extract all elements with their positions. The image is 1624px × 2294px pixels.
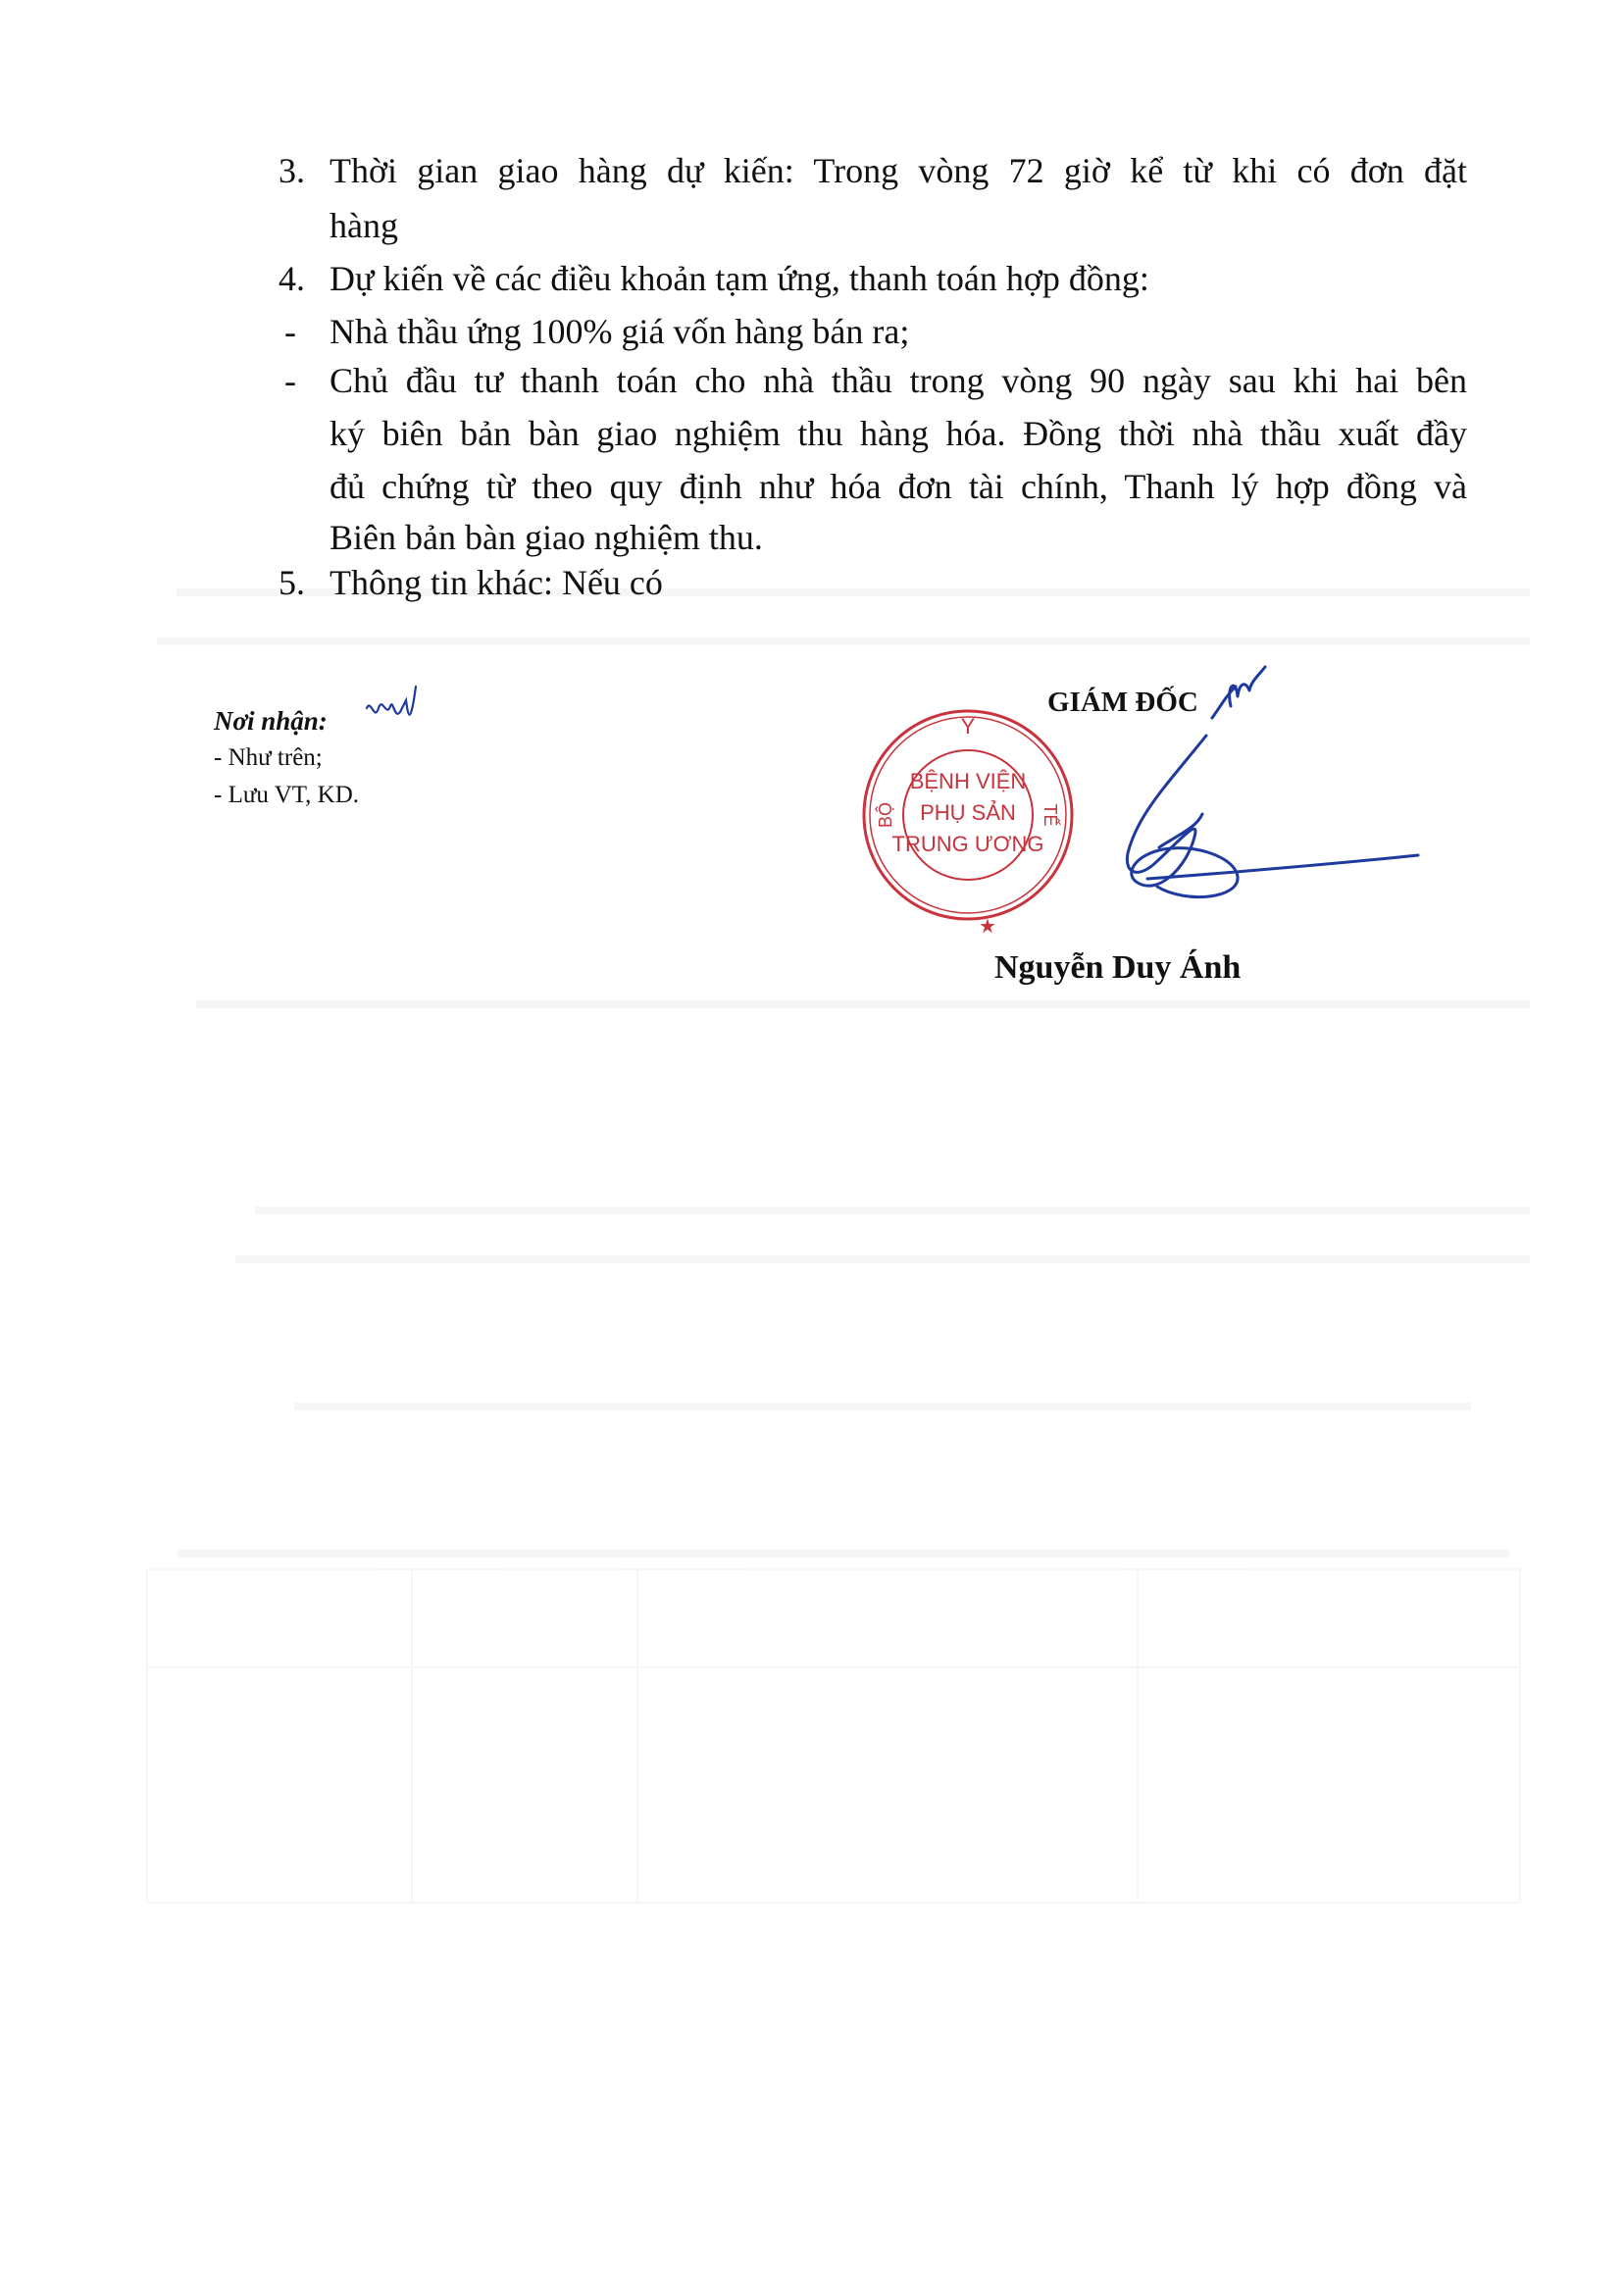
stamp-right-letters: TẾ [1040,803,1060,827]
item-number: 5. [279,563,305,602]
stamp-star-icon: ★ [979,916,996,938]
official-stamp [855,663,1081,967]
item-line: hàng [330,206,398,245]
stamp-line-1: BỆNH VIỆN [909,769,1027,793]
item-line: đủ chứng từ theo quy định như hóa đơn tài chính, Thanh lý hợp đồng và [330,467,1467,506]
item-number: 4. [279,259,305,298]
item-line: Biên bản bàn giao nghiệm thu. [330,518,763,557]
item-bullet: - [284,312,296,351]
stamp-left-letters: BỘ [876,801,895,829]
item-line: Nhà thầu ứng 100% giá vốn hàng bán ra; [330,312,910,351]
recipients-block [214,702,359,814]
recipient-item: - Lưu VT, KD. [214,782,360,808]
item-line: Chủ đầu tư thanh toán cho nhà thầu trong vòng 90 ngày sau khi hai bên [330,361,1467,400]
recipients-heading: Nơi nhận: [214,706,328,736]
director-name: Nguyễn Duy Ánh [994,949,1242,986]
item-bullet: - [284,361,296,400]
item-number: 3. [279,151,305,190]
item-line: Thời gian giao hàng dự kiến: Trong vòng 72 giờ kể từ khi có đơn đặt [330,151,1467,190]
item-line: Thông tin khác: Nếu có [330,563,663,602]
item-line: ký biên bản bàn giao nghiệm thu hàng hóa. Đồng thời nhà thầu xuất đầy [330,414,1467,453]
recipient-item: - Như trên; [214,744,323,771]
stamp-line-3: TRUNG ƯƠNG [891,832,1044,856]
director-title: GIÁM ĐỐC [1047,687,1198,718]
stamp-graphic [855,663,1081,967]
stamp-top-letter: Y [960,714,976,739]
stamp-line-2: PHỤ SẢN [920,800,1016,825]
item-line: Dự kiến về các điều khoản tạm ứng, thanh toán hợp đồng: [330,259,1149,298]
initials-signature [361,679,430,747]
